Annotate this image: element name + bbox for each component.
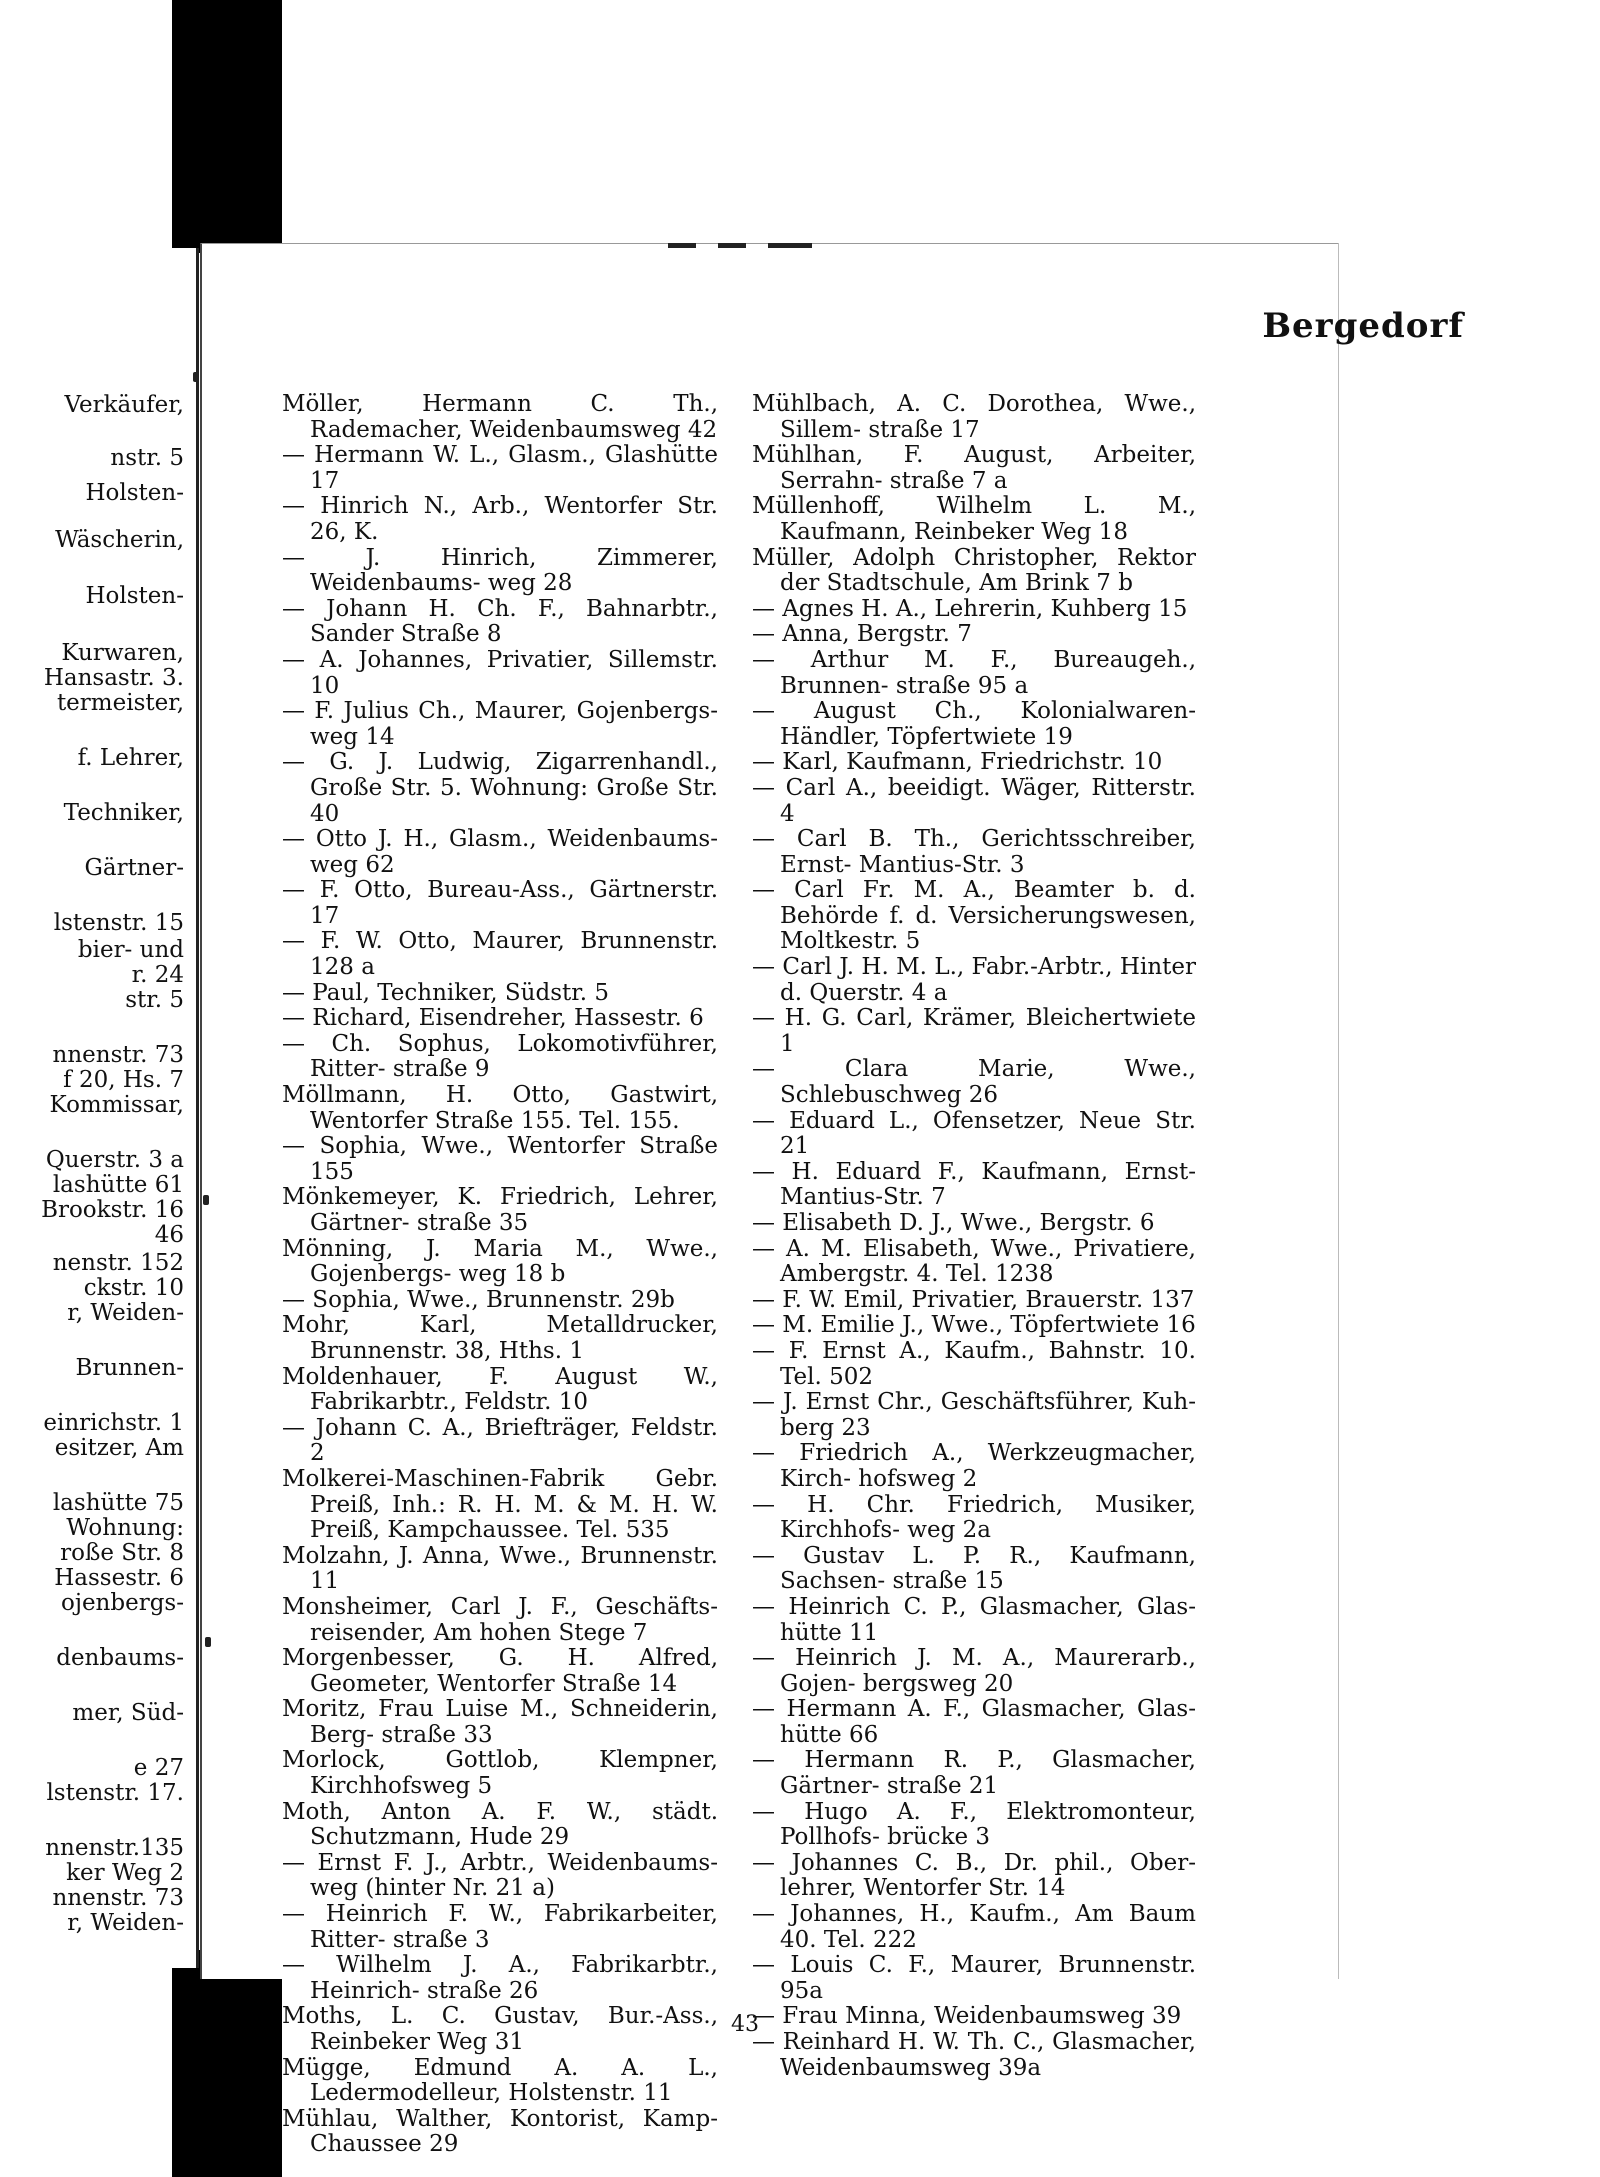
left-page-text-fragment: roße Str. 8: [60, 1540, 184, 1566]
left-page-text-fragment: r, Weiden-: [67, 1300, 184, 1326]
left-page-text-fragment: ckstr. 10: [83, 1275, 184, 1301]
directory-entry: — Karl, Kaufmann, Friedrichstr. 10: [752, 749, 1163, 776]
left-page-text-fragment: nenstr. 152: [52, 1250, 184, 1276]
directory-entry: Mühlau, Walther, Kontorist, Kamp- Chaussee 29: [282, 2105, 718, 2158]
left-page-text-fragment: lashütte 75: [52, 1490, 184, 1516]
left-page-text-fragment: Verkäufer,: [64, 392, 184, 418]
directory-entry: — Agnes H. A., Lehrerin, Kuhberg 15: [752, 595, 1188, 622]
top-mark: [768, 243, 812, 248]
directory-entry: — Hermann W. L., Glasm., Glashütte 17: [282, 442, 718, 494]
directory-entry: — Carl B. Th., Gerichtsschreiber, Ernst- Mantius-Str. 3: [752, 826, 1196, 878]
left-page-text-fragment: e 27: [133, 1755, 184, 1781]
directory-entry: Mönkemeyer, K. Friedrich, Lehrer, Gärtner- straße 35: [282, 1184, 718, 1236]
directory-entry: — G. J. Ludwig, Zigarrenhandl., Große Str. 5. Wohnung: Große Str. 40: [282, 749, 718, 827]
directory-entry: — Clara Marie, Wwe., Schlebuschweg 26: [752, 1056, 1196, 1109]
directory-entry: — Friedrich A., Werkzeugmacher, Kirch- hofsweg 2: [752, 1440, 1196, 1492]
top-mark: [668, 243, 696, 248]
left-page-text-fragment: nnenstr.135: [45, 1835, 184, 1861]
left-page-text-fragment: Kurwaren,: [61, 640, 184, 666]
directory-entry: Möllmann, H. Otto, Gastwirt, Wentorfer Straße 155. Tel. 155.: [282, 1082, 718, 1134]
directory-entry: Müller, Adolph Christopher, Rektor der Stadtschule, Am Brink 7 b: [752, 544, 1196, 597]
left-page-text-fragment: bier- und: [77, 937, 184, 963]
left-page-text-fragment: lstenstr. 17.: [46, 1780, 184, 1806]
left-page-fragment: [0, 248, 199, 1968]
directory-entry: — Heinrich C. P., Glasmacher, Glas- hütte 11: [752, 1593, 1196, 1646]
directory-entry: — Johann H. Ch. F., Bahnarbtr., Sander Straße 8: [282, 595, 718, 648]
directory-entry: — Gustav L. P. R., Kaufmann, Sachsen- straße 15: [752, 1542, 1196, 1595]
left-page-text-fragment: Brookstr. 16: [41, 1197, 184, 1223]
left-page-text-fragment: Hansastr. 3.: [43, 665, 184, 691]
directory-entry: — Johannes, H., Kaufm., Am Baum 40. Tel. 222: [752, 1901, 1196, 1953]
directory-entry: — F. Ernst A., Kaufm., Bahnstr. 10. Tel. 502: [752, 1337, 1196, 1390]
directory-entry: — Otto J. H., Glasm., Weidenbaums- weg 62: [282, 826, 718, 878]
directory-column-left: [282, 392, 718, 2158]
directory-entry: Molzahn, J. Anna, Wwe., Brunnenstr. 11: [282, 1542, 718, 1595]
left-page-text-fragment: Hassestr. 6: [54, 1565, 184, 1591]
directory-entry: Moths, L. C. Gustav, Bur.-Ass., Reinbeker Weg 31: [282, 2003, 718, 2055]
directory-entry: — Hugo A. F., Elektromonteur, Pollhofs- brücke 3: [752, 1798, 1196, 1851]
directory-entry: — Louis C. F., Maurer, Brunnenstr. 95a: [752, 1952, 1196, 2004]
directory-entry: — August Ch., Kolonialwaren-Händler, Töpfertwiete 19: [752, 698, 1196, 750]
directory-entry: Mühlbach, A. C. Dorothea, Wwe., Sillem- straße 17: [752, 391, 1196, 443]
left-page-text-fragment: Wohnung:: [66, 1515, 184, 1541]
directory-entry: Moritz, Frau Luise M., Schneiderin, Berg- straße 33: [282, 1696, 718, 1748]
directory-entry: — Ch. Sophus, Lokomotivführer, Ritter- straße 9: [282, 1030, 718, 1083]
directory-entry: — Wilhelm J. A., Fabrikarbtr., Heinrich- straße 26: [282, 1952, 718, 2004]
left-page-text-fragment: Brunnen-: [75, 1355, 184, 1381]
left-page-text-fragment: nnenstr. 73: [52, 1885, 184, 1911]
directory-entry: Moldenhauer, F. August W., Fabrikarbtr., Feldstr. 10: [282, 1363, 718, 1416]
directory-entry: — F. W. Otto, Maurer, Brunnenstr. 128 a: [282, 928, 718, 981]
black-tape-top: [172, 0, 282, 253]
left-page-text-fragment: mer, Süd-: [72, 1700, 184, 1726]
directory-entry: — Sophia, Wwe., Wentorfer Straße 155: [282, 1133, 718, 1185]
directory-entry: — Johannes C. B., Dr. phil., Ober- lehrer, Wentorfer Str. 14: [752, 1849, 1196, 1902]
left-page-text-fragment: Kommissar,: [49, 1092, 184, 1118]
left-page-text-fragment: nnenstr. 73: [52, 1042, 184, 1068]
directory-entry: — A. Johannes, Privatier, Sillemstr. 10: [282, 646, 718, 699]
binding-mark: [203, 1195, 209, 1205]
directory-entry: Morlock, Gottlob, Klempner, Kirchhofsweg 5: [282, 1747, 718, 1800]
top-mark: [718, 243, 746, 248]
directory-entry: — H. G. Carl, Krämer, Bleichertwiete 1: [752, 1005, 1196, 1057]
directory-column-right: [752, 392, 1196, 2081]
directory-entry: — Heinrich J. M. A., Maurerarb., Gojen- bergsweg 20: [752, 1645, 1196, 1697]
directory-entry: — Hinrich N., Arb., Wentorfer Str. 26, K.: [282, 493, 718, 545]
directory-entry: — A. M. Elisabeth, Wwe., Privatiere, Ambergstr. 4. Tel. 1238: [752, 1235, 1196, 1288]
left-page-text-fragment: lstenstr. 15: [53, 910, 184, 936]
left-page-text-fragment: Gärtner-: [84, 855, 184, 881]
directory-entry: — H. Chr. Friedrich, Musiker, Kirchhofs- weg 2a: [752, 1491, 1196, 1544]
left-page-text-fragment: f. Lehrer,: [77, 745, 184, 771]
directory-entry: — Eduard L., Ofensetzer, Neue Str. 21: [752, 1107, 1196, 1160]
left-page-text-fragment: denbaums-: [56, 1645, 184, 1671]
directory-entry: — Arthur M. F., Bureaugeh., Brunnen- straße 95 a: [752, 646, 1196, 699]
directory-entry: — Reinhard H. W. Th. C., Glasmacher, Weidenbaumsweg 39a: [752, 2029, 1196, 2081]
black-tape-bottom: [172, 1950, 282, 2177]
directory-entry: — Ernst F. J., Arbtr., Weidenbaums- weg (hinter Nr. 21 a): [282, 1849, 718, 1902]
left-page-text-fragment: ojenbergs-: [60, 1590, 184, 1616]
directory-entry: Möller, Hermann C. Th., Rademacher, Weidenbaumsweg 42: [282, 391, 718, 443]
binding-mark: [205, 1637, 211, 1647]
directory-entry: — Frau Minna, Weidenbaumsweg 39: [752, 2003, 1182, 2030]
directory-entry: Morgenbesser, G. H. Alfred, Geometer, Wentorfer Straße 14: [282, 1645, 718, 1697]
directory-entry: — Heinrich F. W., Fabrikarbeiter, Ritter- straße 3: [282, 1901, 718, 1953]
directory-entry: — F. W. Emil, Privatier, Brauerstr. 137: [752, 1286, 1195, 1313]
directory-entry: — F. Otto, Bureau-Ass., Gärtnerstr. 17: [282, 877, 718, 929]
directory-entry: — Hermann R. P., Glasmacher, Gärtner- straße 21: [752, 1747, 1196, 1800]
directory-entry: — J. Ernst Chr., Geschäftsführer, Kuh- berg 23: [752, 1389, 1196, 1441]
directory-entry: — Anna, Bergstr. 7: [752, 621, 972, 648]
directory-entry: Mühlhan, F. August, Arbeiter, Serrahn- straße 7 a: [752, 442, 1196, 494]
directory-entry: — J. Hinrich, Zimmerer, Weidenbaums- weg 28: [282, 544, 718, 597]
left-page-text-fragment: r, Weiden-: [67, 1910, 184, 1936]
directory-entry: Mügge, Edmund A. A. L., Ledermodelleur, Holstenstr. 11: [282, 2054, 718, 2107]
directory-entry: — Sophia, Wwe., Brunnenstr. 29b: [282, 1286, 675, 1313]
directory-entry: Moth, Anton A. F. W., städt. Schutzmann, Hude 29: [282, 1798, 718, 1851]
directory-entry: — Carl A., beeidigt. Wäger, Ritterstr. 4: [752, 774, 1196, 827]
directory-entry: — Carl Fr. M. A., Beamter b. d. Behörde f. d. Versicherungswesen, Moltkestr. 5: [752, 877, 1196, 955]
directory-entry: Monsheimer, Carl J. F., Geschäfts- reisender, Am hohen Stege 7: [282, 1593, 718, 1646]
directory-entry: — Johann C. A., Briefträger, Feldstr. 2: [282, 1414, 718, 1467]
directory-entry: — Paul, Techniker, Südstr. 5: [282, 979, 609, 1006]
left-page-text-fragment: r. 24: [131, 962, 184, 988]
directory-entry: Müllenhoff, Wilhelm L. M., Kaufmann, Reinbeker Weg 18: [752, 493, 1196, 545]
left-page-text-fragment: einrichstr. 1: [43, 1410, 184, 1436]
left-page-text-fragment: f 20, Hs. 7: [63, 1067, 184, 1093]
directory-entry: — Elisabeth D. J., Wwe., Bergstr. 6: [752, 1210, 1155, 1236]
directory-entry: Mohr, Karl, Metalldrucker, Brunnenstr. 38, Hths. 1: [282, 1312, 718, 1364]
page-header: Bergedorf: [1262, 306, 1464, 346]
left-page-text-fragment: esitzer, Am: [54, 1435, 184, 1461]
left-page-text-fragment: Wäscherin,: [55, 527, 184, 553]
directory-entry: — H. Eduard F., Kaufmann, Ernst- Mantius-Str. 7: [752, 1158, 1196, 1211]
left-page-text-fragment: ker Weg 2: [66, 1860, 184, 1886]
directory-entry: Mönning, J. Maria M., Wwe., Gojenbergs- weg 18 b: [282, 1235, 718, 1288]
left-page-text-fragment: nstr. 5: [110, 445, 184, 471]
page-number: 43: [731, 2012, 759, 2037]
left-page-text-fragment: Holsten-: [85, 583, 184, 609]
directory-entry: — Hermann A. F., Glasmacher, Glas- hütte 66: [752, 1696, 1196, 1748]
left-page-text-fragment: Querstr. 3 a: [45, 1147, 184, 1173]
directory-entry: — Carl J. H. M. L., Fabr.-Arbtr., Hinter d. Querstr. 4 a: [752, 954, 1196, 1006]
directory-entry: Molkerei-Maschinen-Fabrik Gebr. Preiß, Inh.: R. H. M. & M. H. W. Preiß, Kampchaussee. Tel. 535: [282, 1465, 718, 1544]
directory-entry: — Richard, Eisendreher, Hassestr. 6: [282, 1005, 704, 1032]
left-page-text-fragment: termeister,: [56, 690, 184, 716]
binding-mark: [193, 372, 199, 382]
left-page-text-fragment: 46: [154, 1222, 184, 1248]
directory-entry: — M. Emilie J., Wwe., Töpfertwiete 16: [752, 1312, 1196, 1339]
directory-entry: — F. Julius Ch., Maurer, Gojenbergs- weg 14: [282, 698, 718, 750]
left-page-text-fragment: lashütte 61: [52, 1172, 184, 1198]
left-page-text-fragment: Holsten-: [85, 480, 184, 506]
left-page-text-fragment: str. 5: [125, 987, 184, 1013]
left-page-text-fragment: Techniker,: [63, 800, 184, 826]
